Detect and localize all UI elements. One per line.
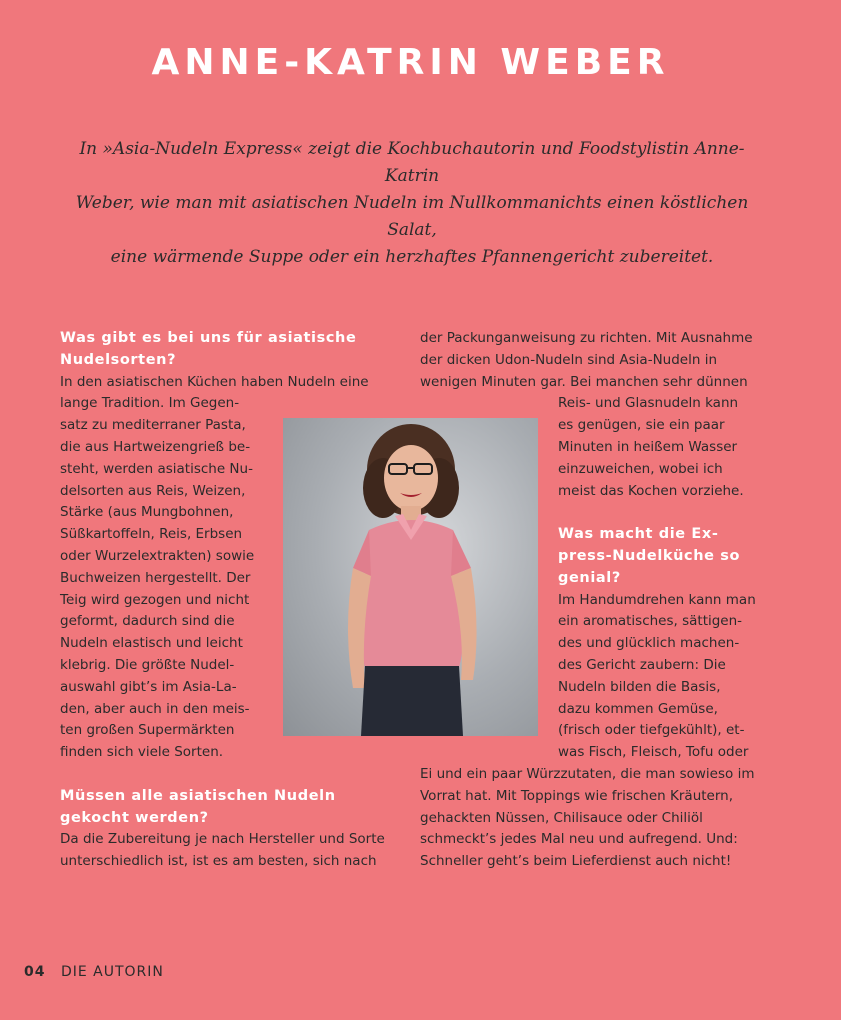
body-line: schmeckt’s jedes Mal neu und aufregend. Und: — [420, 831, 738, 848]
body-line: ein aromatisches, sättigen- — [558, 613, 743, 630]
body-line: es genügen, sie ein paar — [558, 417, 725, 434]
body-line: (frisch oder tiefgekühlt), et- — [558, 722, 745, 739]
intro-paragraph — [56, 136, 768, 271]
body-line: oder Wurzelextrakten) sowie — [60, 547, 255, 564]
body-line: Süßkartoffeln, Reis, Erbsen — [60, 526, 243, 543]
body-line: der dicken Udon-Nudeln sind Asia-Nudeln in — [420, 351, 718, 368]
body-line: Im Handumdrehen kann man — [558, 591, 756, 608]
page-footer — [24, 964, 164, 980]
author-photo — [283, 418, 538, 736]
body-line: Reis- und Glasnudeln kann — [558, 395, 739, 412]
body-line: geformt, dadurch sind die — [60, 613, 235, 630]
question-heading: Nudelsorten? — [60, 351, 177, 368]
body-line: dazu kommen Gemüse, — [558, 700, 718, 717]
spacer — [60, 764, 400, 786]
body-line: ten großen Supermärkten — [60, 722, 235, 739]
body-line: einzuweichen, wobei ich — [558, 460, 723, 477]
body-line: Teig wird gezogen und nicht — [60, 591, 250, 608]
body-line: des Gericht zaubern: Die — [558, 656, 726, 673]
question-heading: Was gibt es bei uns für asiatische — [60, 330, 357, 346]
body-line: Buchweizen hergestellt. Der — [60, 569, 251, 586]
body-line: finden sich viele Sorten. — [60, 744, 224, 761]
body-line: Nudeln elastisch und leicht — [60, 635, 243, 652]
question-heading: genial? — [558, 569, 621, 586]
body-line: den, aber auch in den meis- — [60, 700, 250, 717]
intro-line: Weber, wie man mit asiatischen Nudeln im Nullkommanichts einen köstlichen Salat, — [75, 193, 749, 240]
body-line: meist das Kochen vorziehe. — [558, 482, 744, 499]
question-heading: Müssen alle asiatischen Nudeln — [60, 787, 336, 804]
body-line: was Fisch, Fleisch, Tofu oder — [558, 744, 749, 761]
body-line: Da die Zubereitung je nach Hersteller und Sorte — [60, 831, 385, 848]
body-line: lange Tradition. Im Gegen- — [60, 395, 240, 412]
page-title: ANNE-KATRIN WEBER — [151, 42, 670, 83]
body-line: des und glücklich machen- — [558, 635, 740, 652]
body-line: In den asiatischen Küchen haben Nudeln eine — [60, 373, 369, 390]
body-line: gehackten Nüssen, Chilisauce oder Chiliöl — [420, 809, 703, 826]
section-name: DIE AUTORIN — [60, 964, 164, 980]
body-line: klebrig. Die größte Nudel- — [60, 656, 235, 673]
body-line: Minuten in heißem Wasser — [558, 438, 738, 455]
intro-line: In »Asia-Nudeln Express« zeigt die Kochbuchautorin und Foodstylistin Anne-Katrin — [79, 139, 745, 186]
page-number: 04 — [24, 964, 46, 980]
body-line: Nudeln bilden die Basis, — [558, 678, 721, 695]
body-line: delsorten aus Reis, Weizen, — [60, 482, 246, 499]
body-line: die aus Hartweizengrieß be- — [60, 438, 251, 455]
body-line: der Packunganweisung zu richten. Mit Ausnahme — [420, 330, 753, 346]
body-line: Ei und ein paar Würzzutaten, die man sowieso im — [420, 765, 755, 782]
body-line: Stärke (aus Mungbohnen, — [60, 504, 234, 521]
body-line: steht, werden asiatische Nu- — [60, 460, 253, 477]
body-line: auswahl gibt’s im Asia-La- — [60, 678, 237, 695]
body-line: wenigen Minuten gar. Bei manchen sehr dünnen — [420, 373, 748, 390]
body-line: satz zu mediterraner Pasta, — [60, 417, 246, 434]
body-line: unterschiedlich ist, ist es am besten, sich nach — [60, 853, 377, 870]
intro-line: eine wärmende Suppe oder ein herzhaftes Pfannengericht zubereitet. — [110, 247, 714, 267]
question-heading: gekocht werden? — [60, 809, 209, 826]
question-heading: Was macht die Ex- — [558, 526, 719, 543]
body-line: Schneller geht’s beim Lieferdienst auch nicht! — [420, 853, 732, 870]
author-portrait-illustration — [283, 418, 538, 736]
question-heading: press-Nudelküche so — [558, 547, 741, 564]
body-line: Vorrat hat. Mit Toppings wie frischen Kräutern, — [420, 787, 734, 804]
